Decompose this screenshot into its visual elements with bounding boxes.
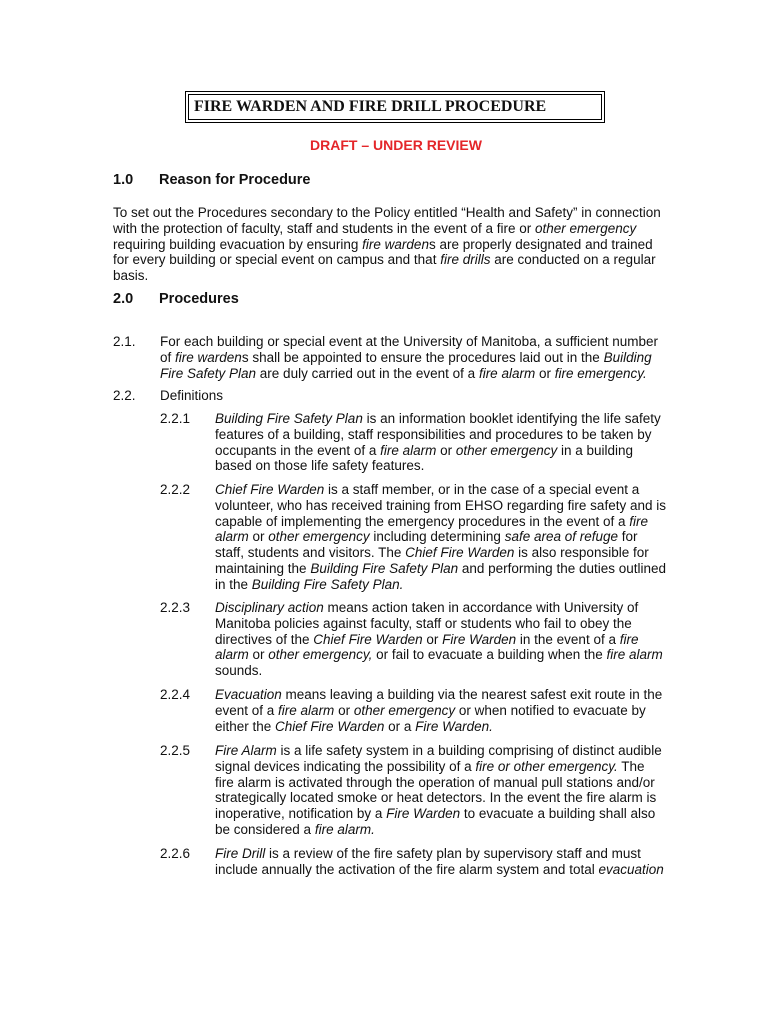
intro-line: requiring building evacuation by ensuring fire wardens are properly designated and trained — [113, 236, 653, 252]
section-title: Procedures — [159, 291, 239, 307]
definition-number: 2.2.3 — [160, 600, 191, 615]
definition-number: 2.2.1 — [160, 411, 191, 426]
definition-disciplinary-action: Disciplinary action means action taken in accordance with University of Manitoba policies against faculty, staff or students who fail to obey the directives of the Chief Fire Warden or Fire Warden in the event of a fire alarm or other emergency, or fail to evacuate a building when the fire alarm sounds. — [215, 600, 663, 679]
definition-building-fire-safety-plan: Building Fire Safety Plan is an information booklet identifying the life safety features of a building, staff responsibilities and procedures to be taken by occupants in the event of a fire alarm or other emergency in a building based on those life safety features. — [215, 411, 661, 474]
definition-number: 2.2.5 — [160, 743, 191, 758]
title-box — [185, 91, 605, 123]
draft-status-label: DRAFT – UNDER REVIEW — [310, 137, 482, 153]
definition-evacuation: Evacuation means leaving a building via the nearest safest exit route in the event of a fire alarm or other emergency or when notified to evacuate by either the Chief Fire Warden or a Fire Warden. — [215, 687, 663, 734]
definition-number: 2.2.4 — [160, 687, 191, 702]
definition-chief-fire-warden: Chief Fire Warden is a staff member, or in the case of a special event a volunteer, who has received training from EHSO regarding fire safety and is capable of implementing the emergency procedures in the event of a fire alarm or other emergency including determining safe area of refuge for staff, students and visitors. The Chief Fire Warden is also responsible for maintaining the Building Fire Safety Plan and performing the duties outlined in the Building Fire Safety Plan. — [215, 482, 667, 592]
section-title: Reason for Procedure — [159, 172, 311, 188]
section-1-heading — [113, 172, 311, 188]
item-number: 2.2. — [113, 388, 136, 403]
definition-fire-alarm: Fire Alarm is a life safety system in a building comprising of distinct audible signal devices indicating the possibility of a fire or other emergency. The fire alarm is activated through the operation of manual pull stations and/or strategically located smoke or heat detectors. In the event the fire alarm is inoperative, notification by a Fire Warden to evacuate a building shall also be considered a fire alarm. — [215, 743, 662, 837]
item-number: 2.1. — [113, 334, 136, 349]
section-number: 1.0 — [113, 172, 134, 188]
section-number: 2.0 — [113, 291, 134, 307]
definition-number: 2.2.2 — [160, 482, 191, 497]
definition-number: 2.2.6 — [160, 846, 191, 861]
intro-line: To set out the Procedures secondary to the Policy entitled “Health and Safety” in connection — [113, 205, 661, 220]
intro-line: with the protection of faculty, staff and students in the event of a fire or other emergency — [113, 220, 637, 236]
document-title: FIRE WARDEN AND FIRE DRILL PROCEDURE — [188, 94, 602, 120]
definitions-label: Definitions — [160, 388, 224, 403]
item-2-1-text: For each building or special event at the University of Manitoba, a sufficient number of fire wardens shall be appointed to ensure the procedures laid out in the Building Fire Safety Plan are duly carried out in the event of a fire alarm or fire emergency. — [160, 334, 659, 381]
section-2-heading — [113, 291, 239, 307]
intro-line: for every building or special event on campus and that fire drills are conducted on a regular — [113, 252, 656, 268]
definition-fire-drill: Fire Drill is a review of the fire safety plan by supervisory staff and must include annually the activation of the fire alarm system and total evacuation — [215, 846, 664, 877]
intro-paragraph — [113, 205, 683, 284]
intro-line: basis. — [113, 268, 149, 284]
